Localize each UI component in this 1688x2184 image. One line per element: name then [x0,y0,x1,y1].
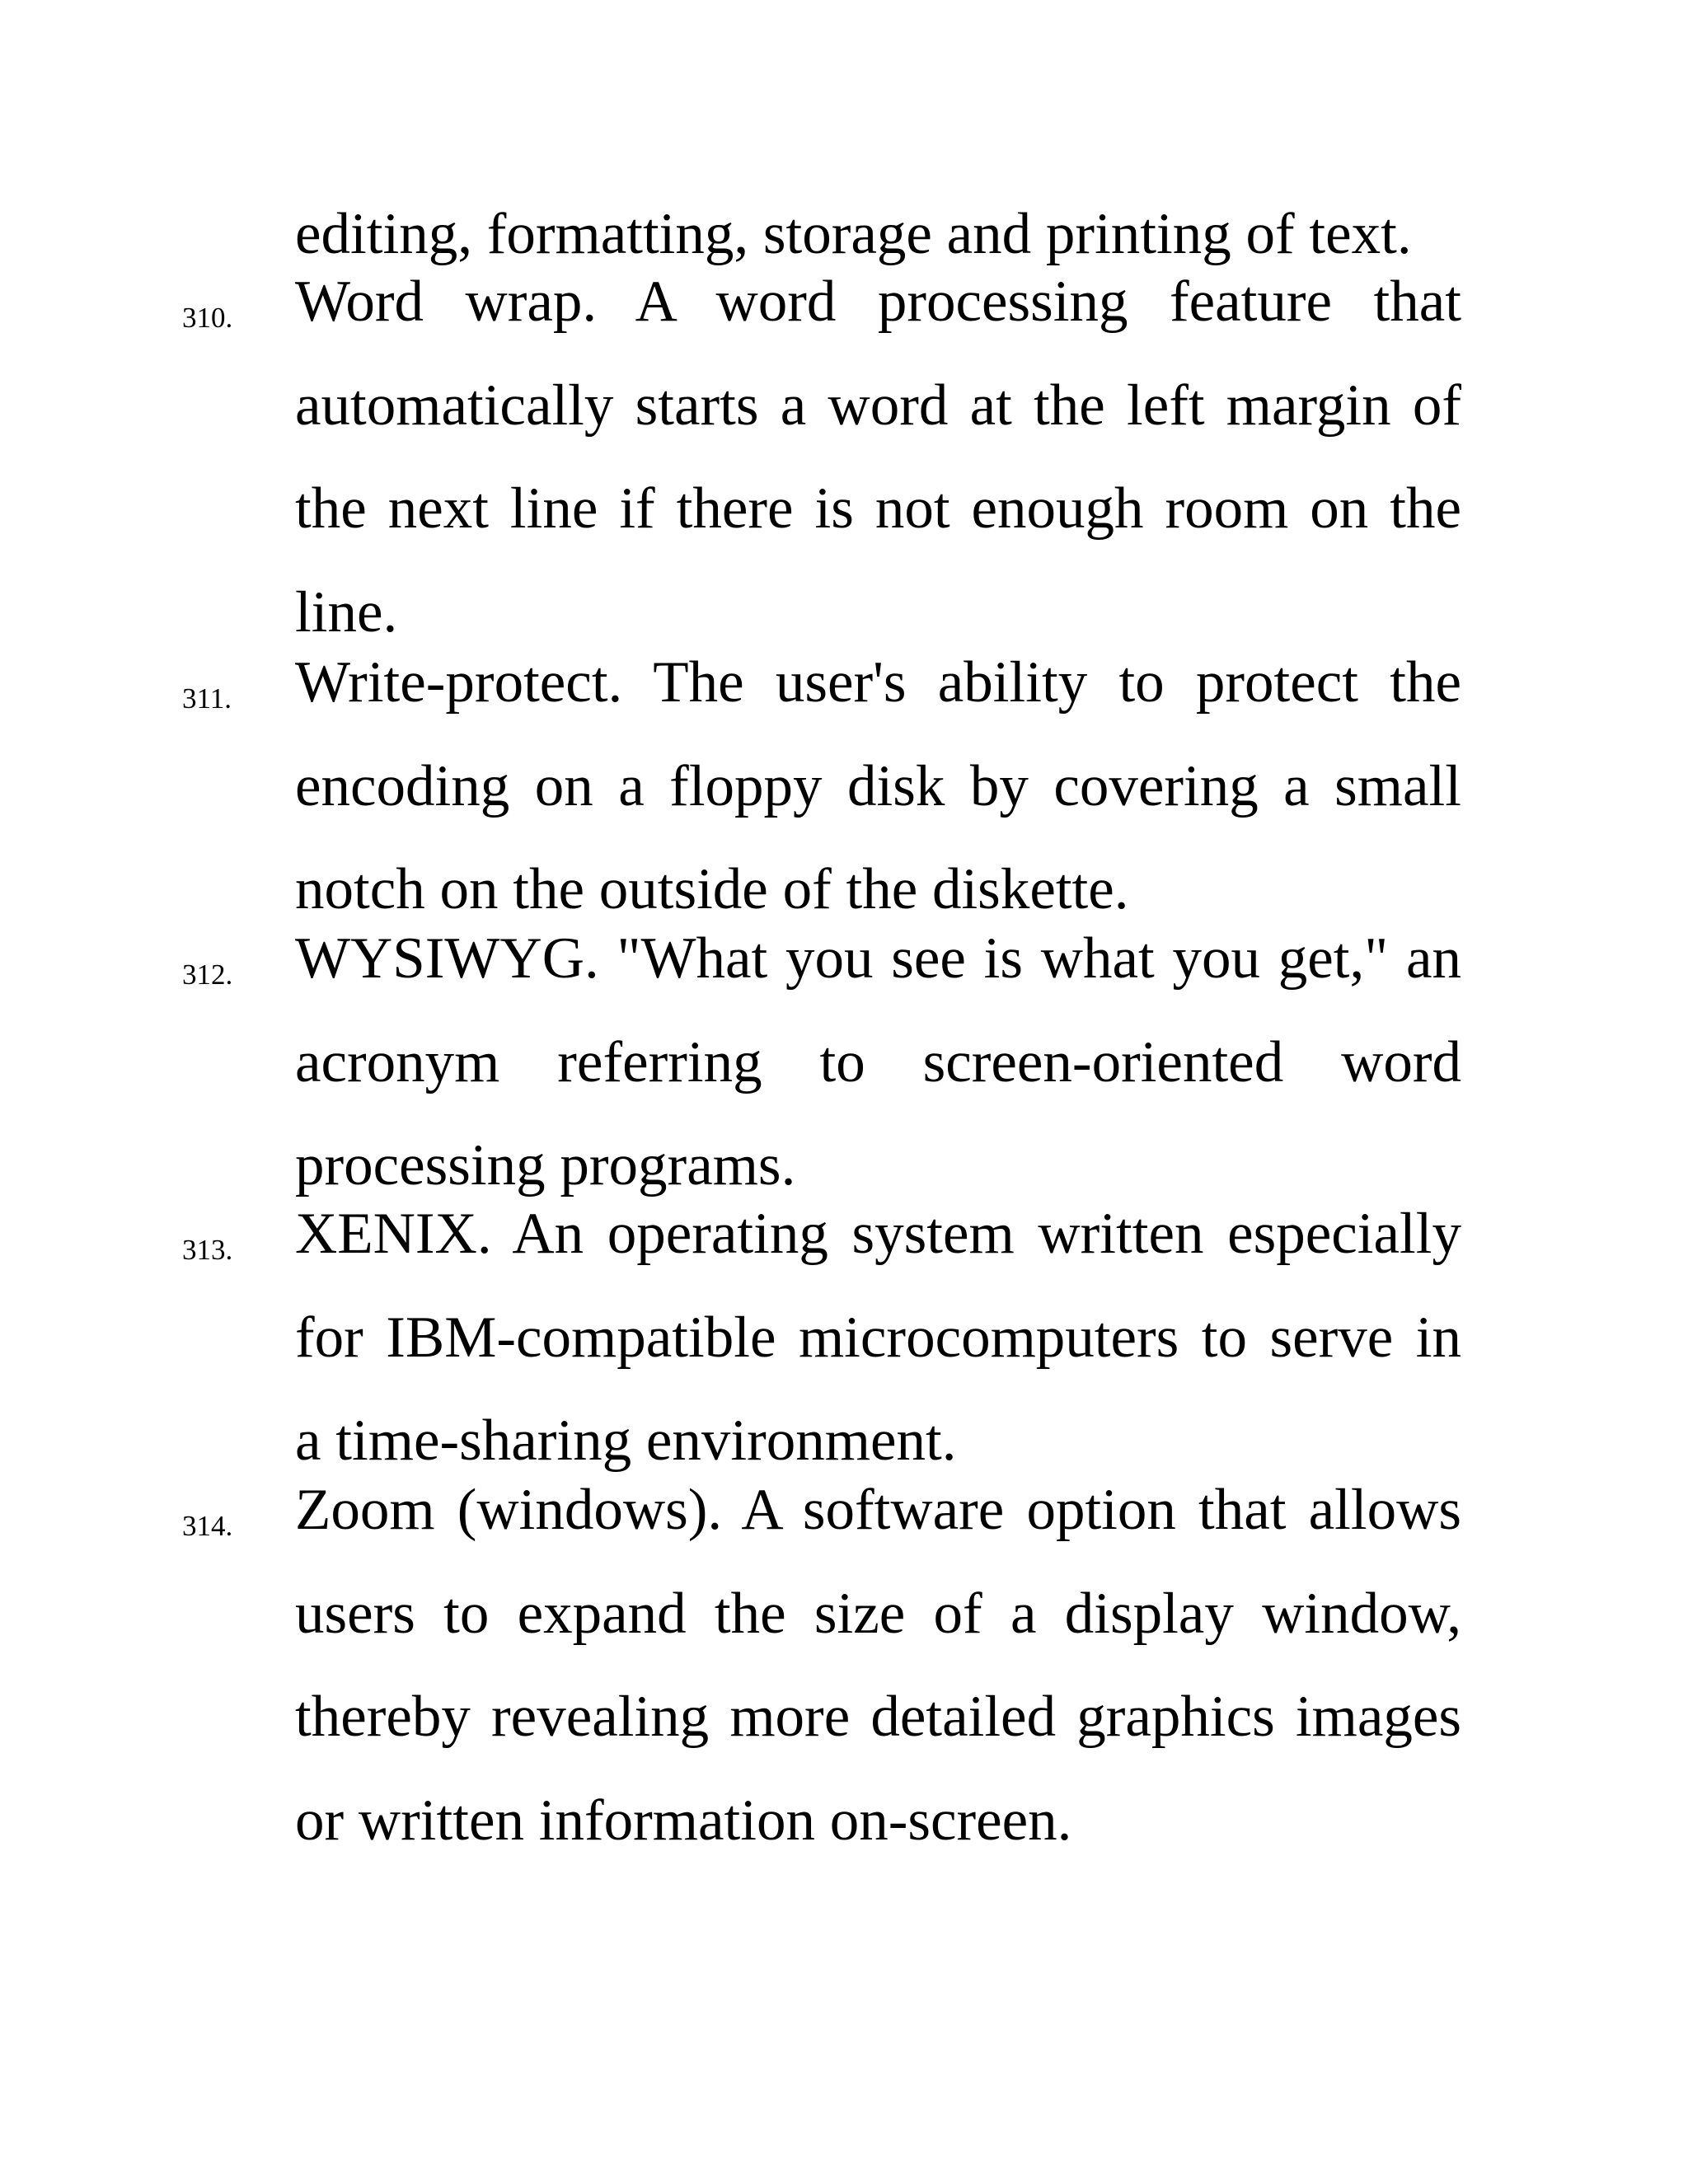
entry-312-line-2: acronym referring to screen-oriented word [295,1030,1461,1094]
entry-number-310: 310. [182,302,233,334]
entry-311-line-3: notch on the outside of the diskette. [295,857,1129,921]
entry-314-line-4: or written information on-screen. [295,1788,1072,1853]
entry-311-line-1: Write-protect. The user's ability to protect the [295,650,1461,715]
entry-number-312: 312. [182,958,233,991]
entry-number-311: 311. [182,682,232,715]
entry-313-line-2: for IBM-compatible microcomputers to serve in [295,1305,1461,1370]
entry-314-line-1: Zoom (windows). A software option that allows [295,1478,1461,1542]
entry-310-line-1: Word wrap. A word processing feature that [295,269,1461,334]
entry-312-line-3: processing programs. [295,1133,796,1197]
continuation-line: editing, formatting, storage and printing of text. [295,202,1412,266]
entry-314-line-2: users to expand the size of a display window, [295,1582,1461,1646]
entry-312-line-1: WYSIWYG. "What you see is what you get," an [295,926,1461,991]
entry-311-line-2: encoding on a floppy disk by covering a small [295,754,1461,818]
entry-310-line-3: the next line if there is not enough room on the [295,476,1461,541]
entry-number-314: 314. [182,1510,233,1542]
entry-310-line-2: automatically starts a word at the left margin of [295,373,1461,438]
entry-310-line-4: line. [295,580,398,644]
entry-313-line-3: a time-sharing environment. [295,1408,957,1473]
entry-number-313: 313. [182,1234,233,1266]
entry-313-line-1: XENIX. An operating system written especially [295,1202,1461,1266]
entry-314-line-3: thereby revealing more detailed graphics images [295,1685,1461,1749]
